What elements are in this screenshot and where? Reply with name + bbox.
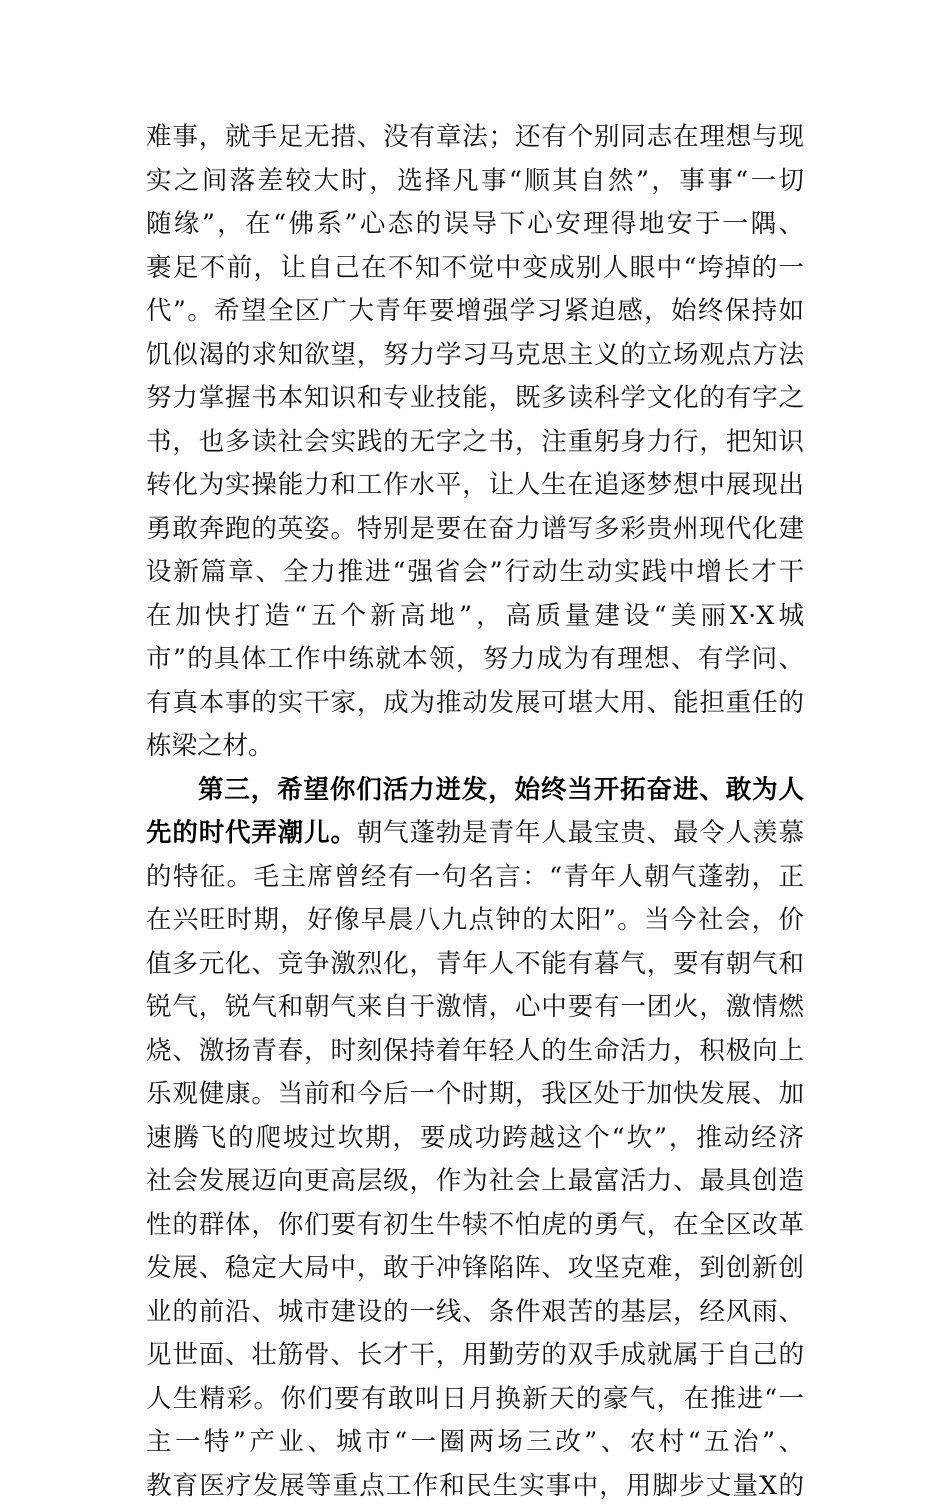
text-line: 速腾飞的爬坡过坎期，要成功跨越这个“坎”，推动经济	[146, 1117, 804, 1161]
paragraph-2	[146, 769, 804, 1508]
text-line	[146, 812, 804, 856]
text-line: 代”。希望全区广大青年要增强学习紧迫感，始终保持如	[146, 290, 804, 334]
text-line: 在兴旺时期，好像早晨八九点钟的太阳”。当今社会，价	[146, 899, 804, 943]
section-heading-end: 先的时代弄潮儿。	[146, 818, 357, 848]
text-line: 随缘”，在“佛系”心态的误导下心安理得地安于一隅、	[146, 203, 804, 247]
paragraph-1	[146, 116, 804, 769]
text-line: 的特征。毛主席曾经有一句名言：“青年人朝气蓬勃，正	[146, 856, 804, 900]
text-line: 烧、激扬青春，时刻保持着年轻人的生命活力，积极向上	[146, 1030, 804, 1074]
text-line: 教育医疗发展等重点工作和民生实事中，用脚步丈量X的	[146, 1465, 804, 1508]
text-line: 难事，就手足无措、没有章法；还有个别同志在理想与现	[146, 116, 804, 160]
text-line: 见世面、壮筋骨、长才干，用勤劳的双手成就属于自己的	[146, 1334, 804, 1378]
text-line: 裹足不前，让自己在不知不觉中变成别人眼中“垮掉的一	[146, 247, 804, 291]
text-line: 努力掌握书本知识和专业技能，既多读科学文化的有字之	[146, 377, 804, 421]
text-line: 锐气，锐气和朝气来自于激情，心中要有一团火，激情燃	[146, 986, 804, 1030]
text-line: 人生精彩。你们要有敢叫日月换新天的豪气，在推进“一	[146, 1378, 804, 1422]
text-line: 书，也多读社会实践的无字之书，注重躬身力行，把知识	[146, 421, 804, 465]
text-line: 栋梁之材。	[146, 725, 804, 769]
text-line: 发展、稳定大局中，敢于冲锋陷阵、攻坚克难，到创新创	[146, 1247, 804, 1291]
text-line: 值多元化、竞争激烈化，青年人不能有暮气，要有朝气和	[146, 943, 804, 987]
document-body	[146, 116, 804, 1508]
text-line: 乐观健康。当前和今后一个时期，我区处于加快发展、加	[146, 1073, 804, 1117]
text-line: 业的前沿、城市建设的一线、条件艰苦的基层，经风雨、	[146, 1291, 804, 1335]
text-line: 有真本事的实干家，成为推动发展可堪大用、能担重任的	[146, 682, 804, 726]
section-heading-line	[146, 769, 804, 813]
text-line: 勇敢奔跑的英姿。特别是要在奋力谱写多彩贵州现代化建	[146, 508, 804, 552]
text-line: 性的群体，你们要有初生牛犊不怕虎的勇气，在全区改革	[146, 1204, 804, 1248]
text-line: 市”的具体工作中练就本领，努力成为有理想、有学问、	[146, 638, 804, 682]
text-run: 朝气蓬勃是青年人最宝贵、最令人羡慕	[357, 818, 804, 848]
text-line: 实之间落差较大时，选择凡事“顺其自然”，事事“一切	[146, 160, 804, 204]
text-line: 社会发展迈向更高层级，作为社会上最富活力、最具创造	[146, 1160, 804, 1204]
text-line: 在加快打造“五个新高地”，高质量建设“美丽X·X城	[146, 595, 804, 639]
text-line: 饥似渴的求知欲望，努力学习马克思主义的立场观点方法	[146, 334, 804, 378]
text-line: 主一特”产业、城市“一圈两场三改”、农村“五治”、	[146, 1421, 804, 1465]
text-line: 转化为实操能力和工作水平，让人生在追逐梦想中展现出	[146, 464, 804, 508]
section-heading: 第三，希望你们活力迸发，始终当开拓奋进、敢为人	[198, 775, 804, 805]
text-line: 设新篇章、全力推进“强省会”行动生动实践中增长才干	[146, 551, 804, 595]
